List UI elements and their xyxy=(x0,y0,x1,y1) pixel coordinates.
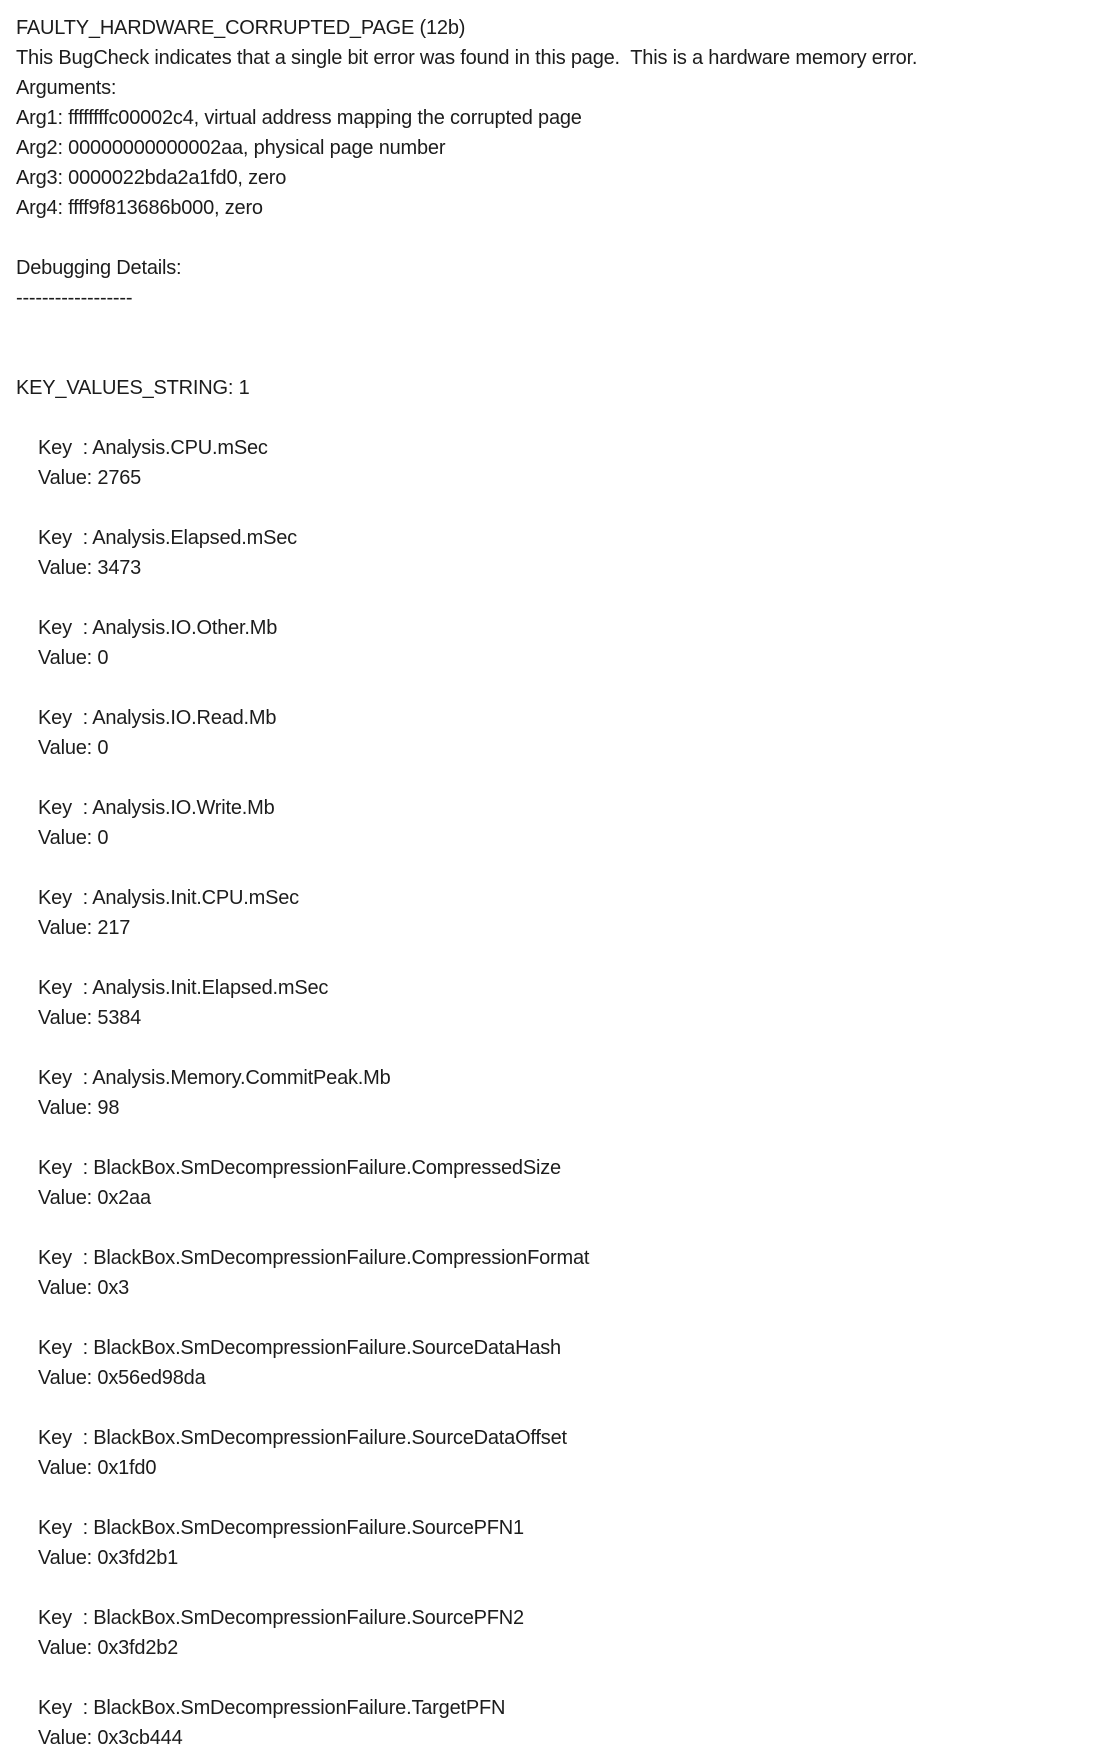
kv-key-label: Key : xyxy=(38,437,93,459)
kv-value-label: Value: xyxy=(38,737,98,759)
key-value-pair xyxy=(16,1333,1093,1393)
kv-value-line xyxy=(16,1363,1093,1393)
kv-key-label: Key : xyxy=(38,887,93,909)
kv-key-name: BlackBox.SmDecompressionFailure.SourcePFN2 xyxy=(93,1607,524,1629)
kv-value-data: 0x3 xyxy=(97,1277,130,1299)
kv-value-label: Value: xyxy=(38,1187,98,1209)
kv-key-line xyxy=(16,1243,1093,1273)
kv-key-line xyxy=(16,883,1093,913)
kv-key-name: Analysis.Init.CPU.mSec xyxy=(92,887,299,909)
kv-key-label: Key : xyxy=(38,1157,94,1179)
kv-key-line xyxy=(16,523,1093,553)
kv-value-data: 0x3cb444 xyxy=(97,1727,183,1749)
debugging-details-heading: Debugging Details: xyxy=(16,257,182,279)
kv-value-line xyxy=(16,643,1093,673)
kv-key-name: BlackBox.SmDecompressionFailure.CompressedSize xyxy=(93,1157,561,1179)
kv-value-data: 5384 xyxy=(97,1007,142,1029)
kv-key-name: BlackBox.SmDecompressionFailure.SourceDataHash xyxy=(93,1337,561,1359)
kv-key-label: Key : xyxy=(38,977,93,999)
key-value-pair xyxy=(16,703,1093,763)
kv-key-name: Analysis.Elapsed.mSec xyxy=(92,527,297,549)
kv-key-name: BlackBox.SmDecompressionFailure.SourceDataOffset xyxy=(93,1427,567,1449)
bugcheck-title: FAULTY_HARDWARE_CORRUPTED_PAGE (12b) xyxy=(16,17,466,39)
kv-value-line xyxy=(16,1453,1093,1483)
kv-value-data: 0 xyxy=(97,737,109,759)
kv-key-label: Key : xyxy=(38,1697,94,1719)
kv-value-label: Value: xyxy=(38,647,98,669)
key-value-pair xyxy=(16,1063,1093,1123)
kv-key-line xyxy=(16,1063,1093,1093)
key-value-pair xyxy=(16,1153,1093,1213)
kv-key-line xyxy=(16,433,1093,463)
kv-key-label: Key : xyxy=(38,1607,94,1629)
kv-value-line xyxy=(16,553,1093,583)
kv-value-line xyxy=(16,1633,1093,1663)
kv-value-label: Value: xyxy=(38,917,98,939)
kv-value-label: Value: xyxy=(38,1277,98,1299)
kv-key-line xyxy=(16,1513,1093,1543)
kv-key-name: Analysis.IO.Write.Mb xyxy=(92,797,275,819)
kv-key-line xyxy=(16,1693,1093,1723)
bugcheck-arg3: Arg3: 0000022bda2a1fd0, zero xyxy=(16,167,287,189)
kv-key-label: Key : xyxy=(38,1067,93,1089)
kv-key-line xyxy=(16,793,1093,823)
kv-key-name: Analysis.Memory.CommitPeak.Mb xyxy=(92,1067,391,1089)
kv-key-name: BlackBox.SmDecompressionFailure.TargetPFN xyxy=(93,1697,506,1719)
kv-key-label: Key : xyxy=(38,527,93,549)
key-value-pair xyxy=(16,613,1093,673)
kv-value-label: Value: xyxy=(38,1457,98,1479)
key-value-pair xyxy=(16,1243,1093,1303)
kv-key-name: Analysis.IO.Other.Mb xyxy=(92,617,278,639)
kv-key-line xyxy=(16,613,1093,643)
kv-value-line xyxy=(16,1183,1093,1213)
key-value-pair xyxy=(16,973,1093,1033)
kv-value-label: Value: xyxy=(38,1637,98,1659)
debugging-details-divider: ------------------ xyxy=(16,287,133,309)
arguments-heading: Arguments: xyxy=(16,77,117,99)
kv-value-label: Value: xyxy=(38,1547,98,1569)
kv-value-label: Value: xyxy=(38,1367,98,1389)
kv-value-line xyxy=(16,1543,1093,1573)
bugcheck-arg2: Arg2: 00000000000002aa, physical page number xyxy=(16,137,446,159)
kv-key-label: Key : xyxy=(38,617,93,639)
kv-key-name: BlackBox.SmDecompressionFailure.SourcePFN1 xyxy=(93,1517,524,1539)
key-value-pair xyxy=(16,1513,1093,1573)
key-value-pair xyxy=(16,1603,1093,1663)
kv-key-line xyxy=(16,1333,1093,1363)
kv-value-data: 98 xyxy=(97,1097,120,1119)
bugcheck-description: This BugCheck indicates that a single bit error was found in this page. This is a hardware memory error. xyxy=(16,47,918,69)
kv-key-name: Analysis.Init.Elapsed.mSec xyxy=(92,977,329,999)
kv-value-line xyxy=(16,1273,1093,1303)
kv-value-line xyxy=(16,1723,1093,1753)
kv-value-label: Value: xyxy=(38,827,98,849)
kv-value-line xyxy=(16,1003,1093,1033)
kv-key-label: Key : xyxy=(38,707,93,729)
kv-key-line xyxy=(16,703,1093,733)
kv-value-label: Value: xyxy=(38,1097,98,1119)
kv-key-label: Key : xyxy=(38,1427,94,1449)
kv-value-data: 0 xyxy=(97,647,109,669)
bugcheck-arg4: Arg4: ffff9f813686b000, zero xyxy=(16,197,263,219)
kv-value-data: 3473 xyxy=(97,557,142,579)
kv-value-data: 0x2aa xyxy=(97,1187,151,1209)
kv-value-data: 2765 xyxy=(97,467,142,489)
key-value-pair xyxy=(16,523,1093,583)
kv-value-data: 217 xyxy=(97,917,131,939)
kv-value-line xyxy=(16,913,1093,943)
key-values-heading: KEY_VALUES_STRING: 1 xyxy=(16,377,250,399)
kv-key-label: Key : xyxy=(38,1517,94,1539)
kv-key-line xyxy=(16,973,1093,1003)
kv-value-data: 0x1fd0 xyxy=(97,1457,157,1479)
kv-key-line xyxy=(16,1153,1093,1183)
bugcheck-arg1: Arg1: ffffffffc00002c4, virtual address mapping the corrupted page xyxy=(16,107,582,129)
kv-key-name: Analysis.IO.Read.Mb xyxy=(92,707,277,729)
kv-key-label: Key : xyxy=(38,1247,94,1269)
kv-value-line xyxy=(16,463,1093,493)
kv-value-line xyxy=(16,823,1093,853)
kv-key-line xyxy=(16,1423,1093,1453)
kv-value-data: 0 xyxy=(97,827,109,849)
key-value-pair xyxy=(16,793,1093,853)
key-value-pair xyxy=(16,433,1093,493)
kv-key-label: Key : xyxy=(38,797,93,819)
kv-value-line xyxy=(16,1093,1093,1123)
kv-key-label: Key : xyxy=(38,1337,94,1359)
kv-value-label: Value: xyxy=(38,1007,98,1029)
kv-key-line xyxy=(16,1603,1093,1633)
kv-value-data: 0x3fd2b1 xyxy=(97,1547,179,1569)
kv-value-line xyxy=(16,733,1093,763)
kv-key-name: BlackBox.SmDecompressionFailure.CompressionFormat xyxy=(93,1247,590,1269)
kv-value-data: 0x56ed98da xyxy=(97,1367,206,1389)
key-value-pair xyxy=(16,1423,1093,1483)
kv-value-label: Value: xyxy=(38,1727,98,1749)
key-value-pair xyxy=(16,1693,1093,1753)
kv-key-name: Analysis.CPU.mSec xyxy=(92,437,268,459)
kv-value-label: Value: xyxy=(38,557,98,579)
key-value-pair xyxy=(16,883,1093,943)
kv-value-data: 0x3fd2b2 xyxy=(97,1637,179,1659)
kv-value-label: Value: xyxy=(38,467,98,489)
